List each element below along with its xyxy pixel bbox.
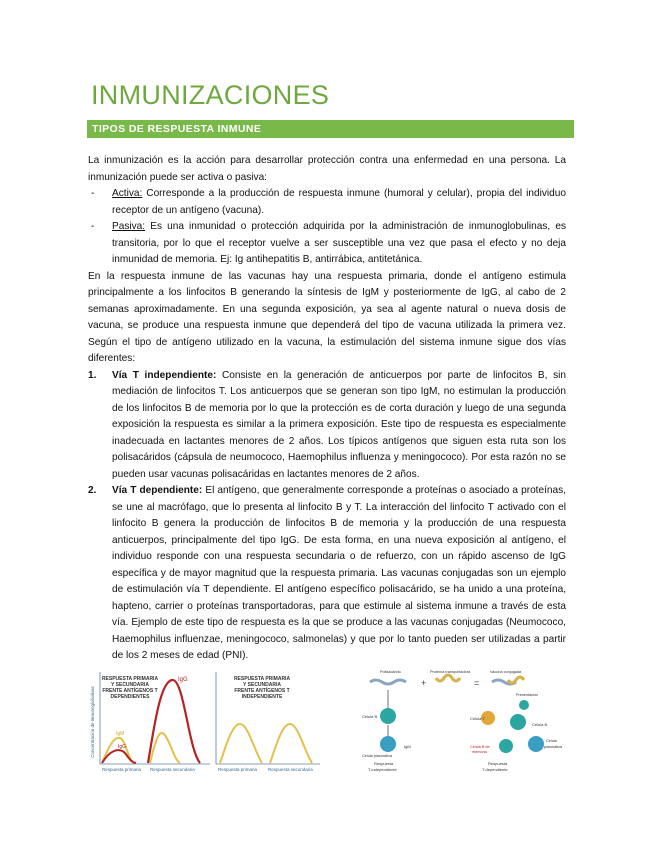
memory-cell-shape xyxy=(499,739,513,753)
chart-title-line: RESPUESTA PRIMARIA xyxy=(233,676,291,682)
response-label: Respuesta xyxy=(488,761,508,766)
plasma-cell-shape xyxy=(380,736,396,752)
figures-row xyxy=(88,668,568,778)
plasma-cell-label: Célula plasmática xyxy=(362,754,392,758)
igm-label: IgM xyxy=(404,744,411,749)
response-label: T-dependiente xyxy=(482,767,508,772)
b-cell-label: Célula B xyxy=(532,722,548,727)
x-label-secondary: Respuesta secundaria xyxy=(268,767,313,772)
chart-title-line: FRENTE ANTÍGENOS T xyxy=(102,688,158,694)
plasma-cell-label: plasmática xyxy=(544,745,563,749)
x-label-secondary: Respuesta secundaria xyxy=(150,767,195,772)
igg-small-label: IgG xyxy=(118,744,127,750)
chart-title-line: Y SECUNDARIA xyxy=(243,682,281,688)
t-independent-chart xyxy=(214,668,322,774)
passive-item xyxy=(88,219,566,269)
chart-title-line: FRENTE ANTÍGENOS T xyxy=(234,688,290,694)
memory-cell-label: Célula B de xyxy=(470,745,490,749)
list-item-t-dependent xyxy=(88,483,566,665)
chart-title-line: Y SECUNDARIA xyxy=(111,682,149,688)
protein-shape xyxy=(436,675,460,681)
plasma-cell-label: Célula xyxy=(546,739,557,743)
vaccine-paragraph: En la respuesta inmune de las vacunas hay una respuesta primaria, donde el antígeno estimula principalmente a los linfocitos B generando la síntesis de IgM y posteriormente de IgG, al cabo de 2 semanas aproximadamente. En una segunda exposición, ya sea al agente natural o nueva dosis de vacuna, se produce una respuesta inmune que dependerá del tipo de vacuna utilizada la primera vez. Según el tipo de antígeno utilizado en la vacuna, la estimulación del sistema inmune sigue dos vías diferentes: xyxy=(88,270,566,364)
t-dependent-chart xyxy=(88,668,213,774)
b-cell-shape xyxy=(510,714,526,730)
x-label-primary: Respuesta primaria xyxy=(218,767,258,772)
macrophage-shape xyxy=(519,700,529,710)
conjugate-protein-shape xyxy=(508,677,524,683)
igm-primary-curve xyxy=(220,724,262,763)
item-number: 2. xyxy=(88,485,97,496)
polysaccharide-label: Polisacárido xyxy=(380,670,401,674)
memory-cell-label: memoria xyxy=(472,750,487,754)
polysaccharide-shape xyxy=(370,680,406,684)
y-axis-label: Concentración de inmunoglobulinas xyxy=(90,686,95,758)
response-label: Respuesta xyxy=(374,761,394,766)
list-item-t-independent xyxy=(88,368,566,484)
item-number: 1. xyxy=(88,369,97,381)
active-text: Corresponde a la producción de respuesta inmune (humoral y celular), propia del individuo receptor de un antígeno (vacuna). xyxy=(112,188,566,216)
conjugate-vaccine-label: Vacuna conjugada xyxy=(490,670,522,674)
plus-icon: + xyxy=(421,678,427,688)
b-cell-label: Célula B xyxy=(362,714,378,719)
chart-title-line: DEPENDIENTES xyxy=(110,694,150,700)
presentation-label: Presentación xyxy=(516,693,539,697)
active-term: Activa: xyxy=(112,188,143,199)
igg-label: IgG xyxy=(178,677,188,683)
document-body xyxy=(88,153,566,665)
passive-term: Pasiva: xyxy=(112,221,146,232)
b-cell-shape xyxy=(380,708,396,724)
igm-secondary-curve xyxy=(150,733,180,763)
intro-paragraph: La inmunización es la acción para desarrollar protección contra una enfermedad en una persona. La inmunización puede ser activa o pasiva: xyxy=(88,155,566,183)
response-label: T-independiente xyxy=(368,767,397,772)
page-title: INMUNIZACIONES xyxy=(91,80,330,110)
igm-secondary-curve xyxy=(270,724,312,763)
item-term: Vía T dependiente: xyxy=(112,485,203,496)
plasma-cell-shape xyxy=(528,736,544,752)
active-item xyxy=(88,186,566,219)
x-label-primary: Respuesta primaria xyxy=(102,767,142,772)
section-banner: TIPOS DE RESPUESTA INMUNE xyxy=(87,120,574,138)
chart-title-line: RESPUESTA PRIMARIA xyxy=(101,676,159,682)
igm-label: IgM xyxy=(116,731,125,737)
item-text: Consiste en la generación de anticuerpos por parte de linfocitos B, sin mediación de linfocitos T. Los anticuerpos que se generan son tipo IgM, no estimulan la producción de los linfocitos B de memoria por lo que la protección es de corta duración y luego de una segunda exposición la respuesta es similar a la primera exposición. Este tipo de respuesta es especialmente inadecuada en lactantes menores de 2 años. Los típicos antígenos que siguen esta ruta son los polisacáridos (cápsula de neumococo, Haemophilus influenza y meningococo). Por esta razón no se pueden usar vacunas polisacáridas en lactantes menores de 2 años. xyxy=(112,369,566,480)
pathway-diagram xyxy=(358,668,568,776)
equals-icon: = xyxy=(474,678,480,688)
item-text: El antígeno, que generalmente corresponde a proteínas o asociado a proteínas, se une al macrófago, que lo presenta al linfocito B y T. La interacción del linfocito T activado con el linfocito B genera la producción de linfocitos B de memoria y la producción de una respuesta anticuerpos, principalmente del tipo IgG. De esta forma, en una nueva exposición al antígeno, el individuo responde con una respuesta secundaria o de refuerzo, con un rápido ascenso de IgG específica y de mayor magnitud que la respuesta primaria. Las vacunas conjugadas son un ejemplo de estimulación vía T dependiente. El antígeno específico polisacárido, se ha unido a una proteína, hapteno, carrier o proteínas transportadoras, para que estimule al sistema inmune a través de esta vía. Ejemplo de este tipo de respuesta es la que se produce a las vacunas conjugadas (Neumococo, Haemophilus influenzae, meningococo, salmonelas) y que por lo tanto pueden ser utilizadas a partir de los 2 meses de edad (PNI). xyxy=(112,485,566,661)
passive-text: Es una inmunidad o protección adquirida por la administración de inmunoglobulinas, es transitoria, por lo que el receptor vuelve a ser susceptible una vez que pasa el efecto y no deja inmunidad de memoria. Ej: Ig antihepatitis B, antirrábica, antitetánica. xyxy=(112,221,566,265)
chart-title-line: INDEPENDIENTE xyxy=(241,694,283,700)
item-term: Vía T independiente: xyxy=(112,369,217,381)
t-cell-label: Célula T xyxy=(470,716,485,721)
carrier-protein-label: Proteína transportadora xyxy=(430,670,471,674)
